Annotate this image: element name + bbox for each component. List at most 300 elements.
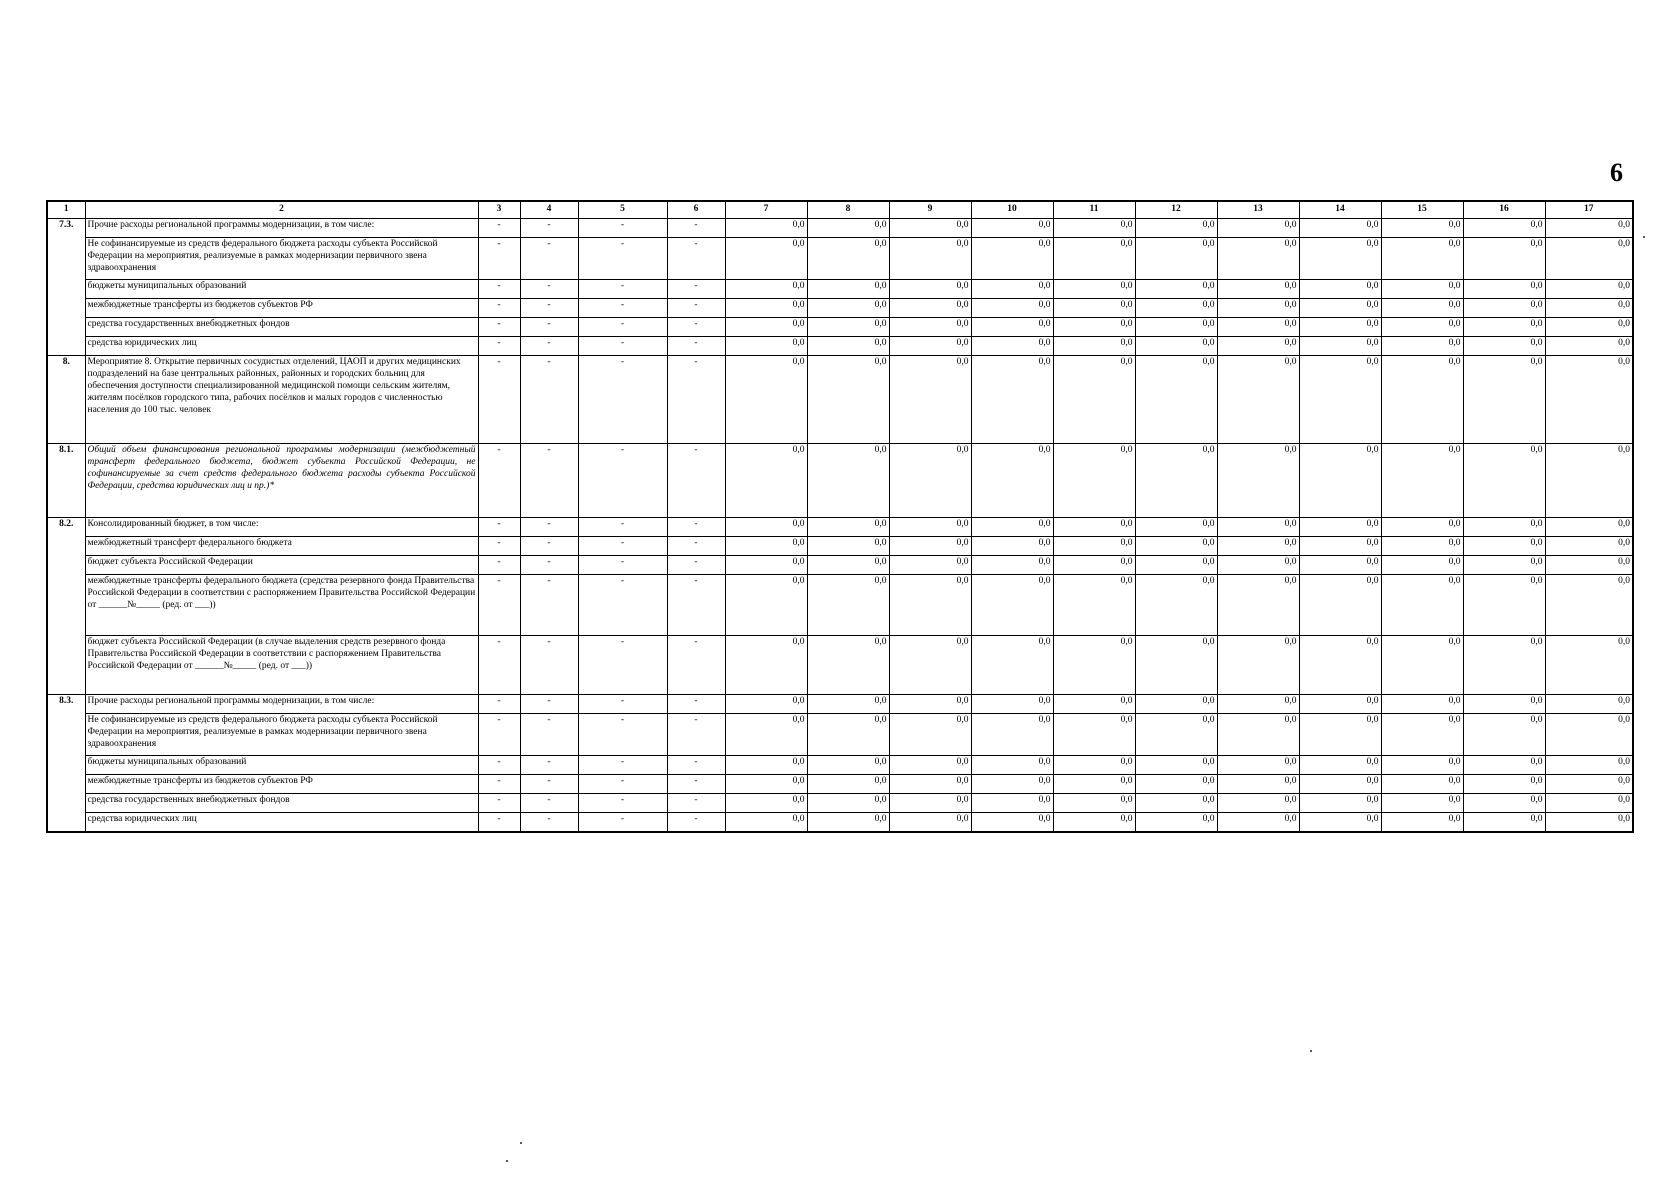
- value-cell: 0,0: [889, 280, 971, 299]
- table-row: [47, 444, 1633, 518]
- value-cell: 0,0: [807, 444, 889, 518]
- value-cell: 0,0: [1463, 575, 1545, 636]
- value-cell: 0,0: [1053, 238, 1135, 280]
- value-cell: 0,0: [1053, 219, 1135, 238]
- value-cell: 0,0: [725, 299, 807, 318]
- value-cell: 0,0: [1381, 238, 1463, 280]
- dash-cell: -: [478, 356, 520, 444]
- value-cell: 0,0: [1135, 714, 1217, 756]
- value-cell: 0,0: [971, 636, 1053, 695]
- value-cell: 0,0: [1463, 775, 1545, 794]
- value-cell: 0,0: [1299, 756, 1381, 775]
- value-cell: 0,0: [971, 356, 1053, 444]
- header-cell: 12: [1135, 201, 1217, 219]
- dash-cell: -: [578, 356, 667, 444]
- value-cell: 0,0: [1217, 238, 1299, 280]
- value-cell: 0,0: [1381, 756, 1463, 775]
- value-cell: 0,0: [725, 775, 807, 794]
- dash-cell: -: [667, 444, 725, 518]
- dash-cell: -: [478, 813, 520, 832]
- dash-cell: -: [667, 537, 725, 556]
- dash-cell: -: [478, 238, 520, 280]
- value-cell: 0,0: [1299, 518, 1381, 537]
- value-cell: 0,0: [889, 556, 971, 575]
- value-cell: 0,0: [1463, 537, 1545, 556]
- dash-cell: -: [478, 444, 520, 518]
- value-cell: 0,0: [807, 695, 889, 714]
- value-cell: 0,0: [1381, 813, 1463, 832]
- header-cell: 2: [85, 201, 478, 219]
- row-number: 8.: [47, 356, 85, 444]
- value-cell: 0,0: [889, 219, 971, 238]
- value-cell: 0,0: [1545, 794, 1633, 813]
- table-row: [47, 219, 1633, 238]
- row-description: бюджет субъекта Российской Федерации: [85, 556, 478, 575]
- row-description: средства юридических лиц: [85, 813, 478, 832]
- value-cell: 0,0: [889, 756, 971, 775]
- dash-cell: -: [578, 238, 667, 280]
- value-cell: 0,0: [1217, 813, 1299, 832]
- dash-cell: -: [520, 238, 578, 280]
- dash-cell: -: [667, 756, 725, 775]
- value-cell: 0,0: [1299, 714, 1381, 756]
- value-cell: 0,0: [1299, 219, 1381, 238]
- value-cell: 0,0: [971, 575, 1053, 636]
- table-row: [47, 714, 1633, 756]
- value-cell: 0,0: [725, 280, 807, 299]
- value-cell: 0,0: [1053, 337, 1135, 356]
- value-cell: 0,0: [1053, 318, 1135, 337]
- value-cell: 0,0: [889, 518, 971, 537]
- value-cell: 0,0: [1217, 756, 1299, 775]
- dash-cell: -: [520, 280, 578, 299]
- header-row: [47, 201, 1633, 219]
- dash-cell: -: [478, 636, 520, 695]
- value-cell: 0,0: [1463, 444, 1545, 518]
- value-cell: 0,0: [1135, 537, 1217, 556]
- value-cell: 0,0: [1381, 556, 1463, 575]
- value-cell: 0,0: [1463, 714, 1545, 756]
- value-cell: 0,0: [725, 794, 807, 813]
- value-cell: 0,0: [1463, 813, 1545, 832]
- value-cell: 0,0: [1545, 337, 1633, 356]
- value-cell: 0,0: [971, 444, 1053, 518]
- row-description: бюджет субъекта Российской Федерации (в случае выделения средств резервного фонда Правительства Российской Федерации в соответствии с распоряжением Правительства Российской Федерации от ______№_____ (ред. от ___)): [85, 636, 478, 695]
- value-cell: 0,0: [1463, 238, 1545, 280]
- dash-cell: -: [520, 556, 578, 575]
- table-row: [47, 756, 1633, 775]
- row-number: 8.2.: [47, 518, 85, 695]
- value-cell: 0,0: [971, 280, 1053, 299]
- value-cell: 0,0: [1299, 337, 1381, 356]
- value-cell: 0,0: [725, 444, 807, 518]
- value-cell: 0,0: [807, 756, 889, 775]
- value-cell: 0,0: [1463, 556, 1545, 575]
- value-cell: 0,0: [1135, 280, 1217, 299]
- dash-cell: -: [478, 775, 520, 794]
- dash-cell: -: [667, 337, 725, 356]
- value-cell: 0,0: [1135, 518, 1217, 537]
- dash-cell: -: [667, 518, 725, 537]
- value-cell: 0,0: [1217, 794, 1299, 813]
- dash-cell: -: [667, 636, 725, 695]
- row-description: Не софинансируемые из средств федерального бюджета расходы субъекта Российской Федерации на мероприятия, реализуемые в рамках модернизации первичного звена здравоохранения: [85, 238, 478, 280]
- header-cell: 10: [971, 201, 1053, 219]
- value-cell: 0,0: [889, 537, 971, 556]
- value-cell: 0,0: [1053, 575, 1135, 636]
- value-cell: 0,0: [889, 813, 971, 832]
- value-cell: 0,0: [1135, 299, 1217, 318]
- value-cell: 0,0: [1135, 337, 1217, 356]
- table-body: [47, 219, 1633, 832]
- value-cell: 0,0: [1463, 318, 1545, 337]
- value-cell: 0,0: [889, 444, 971, 518]
- value-cell: 0,0: [725, 356, 807, 444]
- value-cell: 0,0: [1217, 444, 1299, 518]
- value-cell: 0,0: [1463, 280, 1545, 299]
- value-cell: 0,0: [889, 575, 971, 636]
- value-cell: 0,0: [971, 756, 1053, 775]
- dash-cell: -: [520, 219, 578, 238]
- dash-cell: -: [667, 575, 725, 636]
- value-cell: 0,0: [971, 299, 1053, 318]
- value-cell: 0,0: [1135, 318, 1217, 337]
- value-cell: 0,0: [1217, 280, 1299, 299]
- value-cell: 0,0: [1053, 299, 1135, 318]
- value-cell: 0,0: [725, 518, 807, 537]
- dash-cell: -: [520, 575, 578, 636]
- dash-cell: -: [478, 575, 520, 636]
- value-cell: 0,0: [1135, 219, 1217, 238]
- value-cell: 0,0: [725, 238, 807, 280]
- dash-cell: -: [520, 794, 578, 813]
- row-description: Мероприятие 8. Открытие первичных сосудистых отделений, ЦАОП и других медицинских подразделений на базе центральных районных, районных и городских больниц для обеспечения доступности специализированной медицинской помощи сельским жителям, жителям посёлков городского типа, рабочих посёлков и малых городов с численностью населения до 100 тыс. человек: [85, 356, 478, 444]
- value-cell: 0,0: [1463, 695, 1545, 714]
- value-cell: 0,0: [1135, 444, 1217, 518]
- header-cell: 15: [1381, 201, 1463, 219]
- value-cell: 0,0: [889, 695, 971, 714]
- value-cell: 0,0: [807, 714, 889, 756]
- dash-cell: -: [667, 219, 725, 238]
- dash-cell: -: [520, 756, 578, 775]
- value-cell: 0,0: [725, 537, 807, 556]
- header-cell: 3: [478, 201, 520, 219]
- row-description: средства юридических лиц: [85, 337, 478, 356]
- value-cell: 0,0: [1545, 299, 1633, 318]
- dash-cell: -: [520, 714, 578, 756]
- value-cell: 0,0: [1545, 756, 1633, 775]
- dash-cell: -: [478, 794, 520, 813]
- value-cell: 0,0: [1053, 444, 1135, 518]
- row-description: Прочие расходы региональной программы модернизации, в том числе:: [85, 695, 478, 714]
- scan-speck: [506, 1160, 508, 1162]
- value-cell: 0,0: [1053, 775, 1135, 794]
- dash-cell: -: [667, 238, 725, 280]
- value-cell: 0,0: [1053, 356, 1135, 444]
- value-cell: 0,0: [1299, 238, 1381, 280]
- value-cell: 0,0: [1217, 337, 1299, 356]
- dash-cell: -: [667, 695, 725, 714]
- value-cell: 0,0: [725, 714, 807, 756]
- dash-cell: -: [520, 299, 578, 318]
- value-cell: 0,0: [1299, 775, 1381, 794]
- value-cell: 0,0: [1299, 318, 1381, 337]
- row-description: Общий объем финансирования региональной программы модернизации (межбюджетный трансферт федерального бюджета, бюджет субъекта Российской Федерации, не софинансируемые за счет средств федерального бюджета расходы субъекта Российской Федерации, средства юридических лиц и пр.)*: [85, 444, 478, 518]
- value-cell: 0,0: [889, 794, 971, 813]
- value-cell: 0,0: [1381, 714, 1463, 756]
- header-cell: 6: [667, 201, 725, 219]
- value-cell: 0,0: [1217, 556, 1299, 575]
- value-cell: 0,0: [1463, 219, 1545, 238]
- dash-cell: -: [578, 636, 667, 695]
- value-cell: 0,0: [1381, 695, 1463, 714]
- row-description: межбюджетные трансферты из бюджетов субъектов РФ: [85, 299, 478, 318]
- dash-cell: -: [578, 299, 667, 318]
- dash-cell: -: [667, 280, 725, 299]
- value-cell: 0,0: [1217, 219, 1299, 238]
- value-cell: 0,0: [971, 238, 1053, 280]
- header-cell: 5: [578, 201, 667, 219]
- value-cell: 0,0: [1135, 356, 1217, 444]
- value-cell: 0,0: [889, 238, 971, 280]
- value-cell: 0,0: [807, 337, 889, 356]
- scan-speck: [1310, 1050, 1312, 1052]
- table-row: [47, 556, 1633, 575]
- value-cell: 0,0: [1545, 695, 1633, 714]
- header-cell: 16: [1463, 201, 1545, 219]
- dash-cell: -: [578, 813, 667, 832]
- value-cell: 0,0: [807, 356, 889, 444]
- value-cell: 0,0: [725, 636, 807, 695]
- dash-cell: -: [520, 356, 578, 444]
- page-number: 6: [1610, 158, 1623, 187]
- value-cell: 0,0: [1135, 794, 1217, 813]
- value-cell: 0,0: [971, 775, 1053, 794]
- value-cell: 0,0: [1545, 775, 1633, 794]
- dash-cell: -: [578, 337, 667, 356]
- value-cell: 0,0: [725, 575, 807, 636]
- dash-cell: -: [520, 537, 578, 556]
- value-cell: 0,0: [1299, 280, 1381, 299]
- dash-cell: -: [520, 775, 578, 794]
- value-cell: 0,0: [1053, 537, 1135, 556]
- dash-cell: -: [578, 280, 667, 299]
- dash-cell: -: [520, 318, 578, 337]
- value-cell: 0,0: [807, 318, 889, 337]
- value-cell: 0,0: [807, 556, 889, 575]
- row-description: средства государственных внебюджетных фондов: [85, 318, 478, 337]
- dash-cell: -: [667, 813, 725, 832]
- value-cell: 0,0: [1217, 299, 1299, 318]
- value-cell: 0,0: [1053, 695, 1135, 714]
- header-cell: 7: [725, 201, 807, 219]
- value-cell: 0,0: [889, 714, 971, 756]
- dash-cell: -: [478, 318, 520, 337]
- value-cell: 0,0: [1299, 299, 1381, 318]
- value-cell: 0,0: [1545, 813, 1633, 832]
- value-cell: 0,0: [807, 794, 889, 813]
- value-cell: 0,0: [1545, 714, 1633, 756]
- dash-cell: -: [578, 775, 667, 794]
- dash-cell: -: [478, 556, 520, 575]
- value-cell: 0,0: [1545, 356, 1633, 444]
- value-cell: 0,0: [1135, 775, 1217, 794]
- value-cell: 0,0: [971, 813, 1053, 832]
- value-cell: 0,0: [1463, 299, 1545, 318]
- value-cell: 0,0: [1545, 444, 1633, 518]
- dash-cell: -: [478, 299, 520, 318]
- header-cell: 1: [47, 201, 85, 219]
- value-cell: 0,0: [1381, 318, 1463, 337]
- value-cell: 0,0: [1299, 537, 1381, 556]
- table-row: [47, 356, 1633, 444]
- value-cell: 0,0: [1463, 794, 1545, 813]
- dash-cell: -: [478, 695, 520, 714]
- value-cell: 0,0: [1463, 337, 1545, 356]
- dash-cell: -: [520, 337, 578, 356]
- value-cell: 0,0: [1053, 794, 1135, 813]
- dash-cell: -: [578, 695, 667, 714]
- dash-cell: -: [478, 219, 520, 238]
- header-cell: 11: [1053, 201, 1135, 219]
- table-row: [47, 813, 1633, 832]
- value-cell: 0,0: [889, 299, 971, 318]
- dash-cell: -: [667, 318, 725, 337]
- dash-cell: -: [478, 337, 520, 356]
- value-cell: 0,0: [889, 318, 971, 337]
- value-cell: 0,0: [807, 575, 889, 636]
- dash-cell: -: [478, 280, 520, 299]
- dash-cell: -: [520, 813, 578, 832]
- scan-speck: [1643, 236, 1645, 238]
- value-cell: 0,0: [1135, 575, 1217, 636]
- table-row: [47, 337, 1633, 356]
- value-cell: 0,0: [889, 356, 971, 444]
- value-cell: 0,0: [1381, 636, 1463, 695]
- dash-cell: -: [578, 575, 667, 636]
- header-cell: 8: [807, 201, 889, 219]
- value-cell: 0,0: [807, 238, 889, 280]
- table-row: [47, 299, 1633, 318]
- value-cell: 0,0: [725, 695, 807, 714]
- value-cell: 0,0: [1217, 356, 1299, 444]
- value-cell: 0,0: [807, 219, 889, 238]
- value-cell: 0,0: [1381, 337, 1463, 356]
- value-cell: 0,0: [1381, 794, 1463, 813]
- value-cell: 0,0: [1545, 219, 1633, 238]
- dash-cell: -: [520, 695, 578, 714]
- value-cell: 0,0: [1299, 556, 1381, 575]
- header-cell: 14: [1299, 201, 1381, 219]
- dash-cell: -: [578, 794, 667, 813]
- value-cell: 0,0: [971, 219, 1053, 238]
- dash-cell: -: [667, 356, 725, 444]
- value-cell: 0,0: [1217, 636, 1299, 695]
- value-cell: 0,0: [971, 794, 1053, 813]
- value-cell: 0,0: [1217, 575, 1299, 636]
- value-cell: 0,0: [1463, 356, 1545, 444]
- dash-cell: -: [667, 299, 725, 318]
- value-cell: 0,0: [807, 280, 889, 299]
- value-cell: 0,0: [807, 636, 889, 695]
- value-cell: 0,0: [1545, 537, 1633, 556]
- dash-cell: -: [520, 518, 578, 537]
- row-description: Прочие расходы региональной программы модернизации, в том числе:: [85, 219, 478, 238]
- value-cell: 0,0: [1381, 537, 1463, 556]
- dash-cell: -: [667, 794, 725, 813]
- value-cell: 0,0: [1545, 556, 1633, 575]
- value-cell: 0,0: [1217, 318, 1299, 337]
- dash-cell: -: [667, 775, 725, 794]
- value-cell: 0,0: [725, 318, 807, 337]
- table-row: [47, 575, 1633, 636]
- table-row: [47, 518, 1633, 537]
- header-cell: 17: [1545, 201, 1633, 219]
- value-cell: 0,0: [1299, 444, 1381, 518]
- value-cell: 0,0: [1053, 714, 1135, 756]
- value-cell: 0,0: [807, 518, 889, 537]
- value-cell: 0,0: [1463, 518, 1545, 537]
- row-description: средства государственных внебюджетных фондов: [85, 794, 478, 813]
- table-row: [47, 695, 1633, 714]
- header-cell: 4: [520, 201, 578, 219]
- value-cell: 0,0: [1381, 219, 1463, 238]
- value-cell: 0,0: [889, 636, 971, 695]
- value-cell: 0,0: [1053, 636, 1135, 695]
- value-cell: 0,0: [1135, 556, 1217, 575]
- table-row: [47, 280, 1633, 299]
- value-cell: 0,0: [725, 813, 807, 832]
- value-cell: 0,0: [1135, 238, 1217, 280]
- value-cell: 0,0: [1135, 636, 1217, 695]
- dash-cell: -: [578, 444, 667, 518]
- value-cell: 0,0: [1217, 537, 1299, 556]
- dash-cell: -: [478, 714, 520, 756]
- row-description: бюджеты муниципальных образований: [85, 280, 478, 299]
- table-row: [47, 636, 1633, 695]
- row-number: 8.3.: [47, 695, 85, 832]
- value-cell: 0,0: [889, 775, 971, 794]
- dash-cell: -: [520, 636, 578, 695]
- value-cell: 0,0: [1135, 756, 1217, 775]
- value-cell: 0,0: [1463, 636, 1545, 695]
- value-cell: 0,0: [1545, 318, 1633, 337]
- value-cell: 0,0: [1381, 280, 1463, 299]
- dash-cell: -: [667, 556, 725, 575]
- dash-cell: -: [478, 756, 520, 775]
- scan-speck: [520, 1142, 522, 1144]
- header-cell: 13: [1217, 201, 1299, 219]
- value-cell: 0,0: [971, 318, 1053, 337]
- value-cell: 0,0: [1299, 636, 1381, 695]
- value-cell: 0,0: [725, 756, 807, 775]
- row-description: межбюджетный трансферт федерального бюджета: [85, 537, 478, 556]
- dash-cell: -: [478, 537, 520, 556]
- value-cell: 0,0: [1217, 775, 1299, 794]
- value-cell: 0,0: [1545, 518, 1633, 537]
- value-cell: 0,0: [971, 556, 1053, 575]
- dash-cell: -: [520, 444, 578, 518]
- dash-cell: -: [578, 714, 667, 756]
- value-cell: 0,0: [1053, 556, 1135, 575]
- dash-cell: -: [578, 556, 667, 575]
- value-cell: 0,0: [1053, 756, 1135, 775]
- value-cell: 0,0: [971, 714, 1053, 756]
- value-cell: 0,0: [725, 556, 807, 575]
- table-row: [47, 318, 1633, 337]
- value-cell: 0,0: [1381, 356, 1463, 444]
- dash-cell: -: [578, 756, 667, 775]
